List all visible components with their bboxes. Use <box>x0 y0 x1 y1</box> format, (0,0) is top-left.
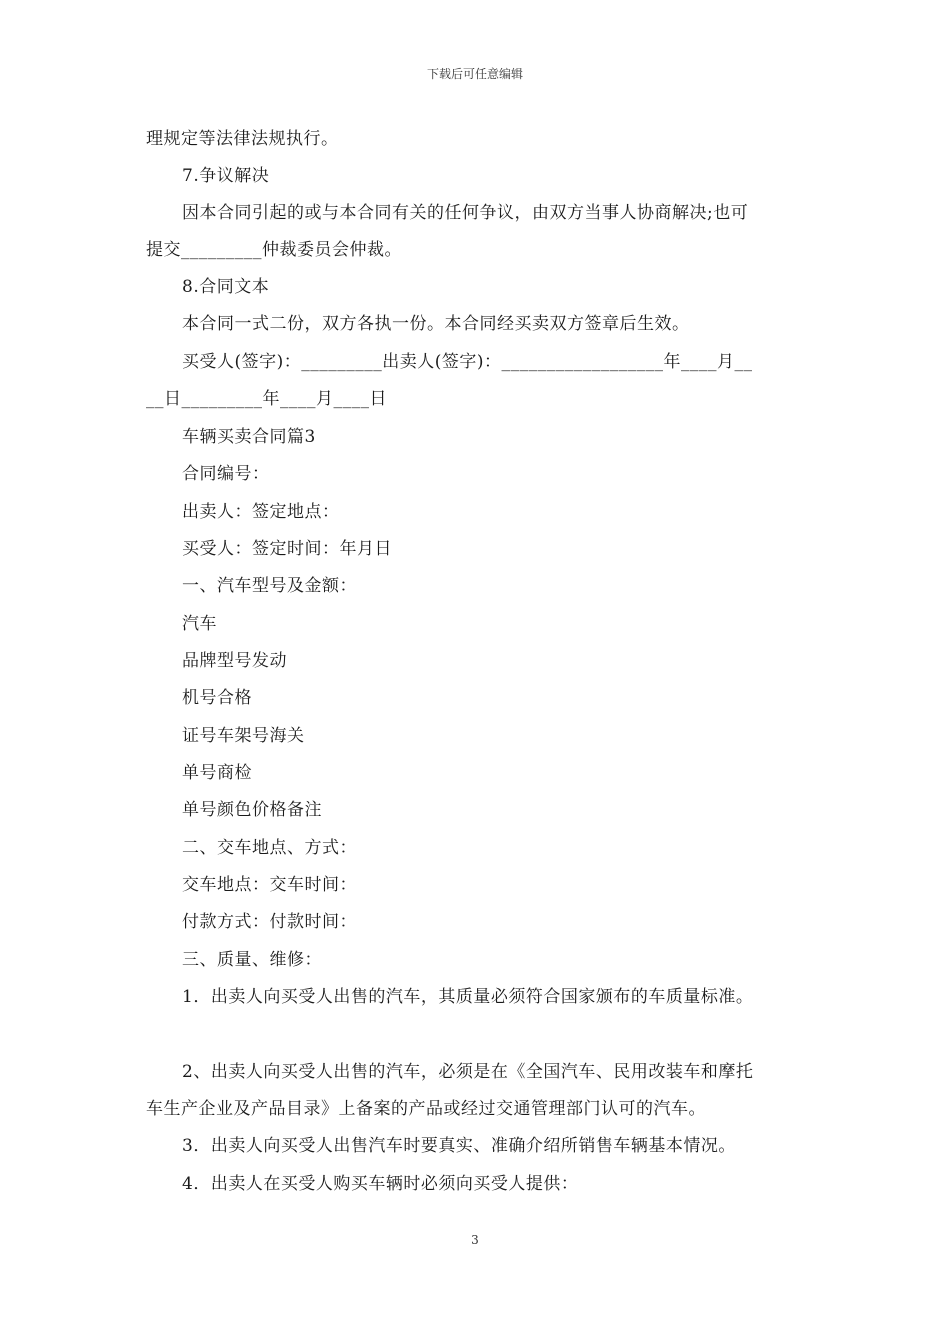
body-line: 交车地点：交车时间： <box>182 875 357 895</box>
body-line: 付款方式：付款时间： <box>182 912 357 932</box>
signature-line: 买受人(签字)：_________出卖人(签字)：__________________年____月__ <box>182 352 753 372</box>
page-header: 下载后可任意编辑 <box>426 67 523 81</box>
body-line: 车生产企业及产品目录》上备案的产品或经过交通管理部门认可的汽车。 <box>146 1099 706 1119</box>
section-heading-delivery: 二、交车地点、方式： <box>182 838 357 858</box>
body-line: 4．出卖人在买受人购买车辆时必须向买受人提供： <box>182 1174 579 1194</box>
body-line: 3．出卖人向买受人出售汽车时要真实、准确介绍所销售车辆基本情况。 <box>182 1136 736 1156</box>
signature-date-line: __日_________年____月____日 <box>146 389 387 409</box>
section-heading-model: 一、汽车型号及金额： <box>182 576 357 596</box>
section-heading-contract-text: 8.合同文本 <box>182 277 270 297</box>
body-line: 本合同一式二份，双方各执一份。本合同经买卖双方签章后生效。 <box>182 314 690 334</box>
body-line: 机号合格 <box>182 688 252 708</box>
body-line: 因本合同引起的或与本合同有关的任何争议，由双方当事人协商解决;也可 <box>182 203 749 223</box>
body-line: 提交_________仲裁委员会仲裁。 <box>146 240 402 260</box>
page-number: 3 <box>471 1233 479 1247</box>
contract-title: 车辆买卖合同篇3 <box>182 427 316 447</box>
buyer-line: 买受人：签定时间：年月日 <box>182 539 392 559</box>
section-heading-quality: 三、质量、维修： <box>182 950 322 970</box>
body-line: 品牌型号发动 <box>182 651 287 671</box>
body-line: 单号颜色价格备注 <box>182 800 322 820</box>
body-line: 证号车架号海关 <box>182 726 305 746</box>
section-heading-dispute: 7.争议解决 <box>182 166 270 186</box>
body-line: 2、出卖人向买受人出售的汽车，必须是在《全国汽车、民用改装车和摩托 <box>182 1062 754 1082</box>
body-line: 理规定等法律法规执行。 <box>146 129 339 149</box>
body-line: 单号商检 <box>182 763 252 783</box>
contract-number: 合同编号： <box>182 464 270 484</box>
seller-line: 出卖人：签定地点： <box>182 502 340 522</box>
body-line: 汽车 <box>182 614 217 634</box>
body-line: 1．出卖人向买受人出售的汽车，其质量必须符合国家颁布的车质量标准。 <box>182 987 754 1007</box>
